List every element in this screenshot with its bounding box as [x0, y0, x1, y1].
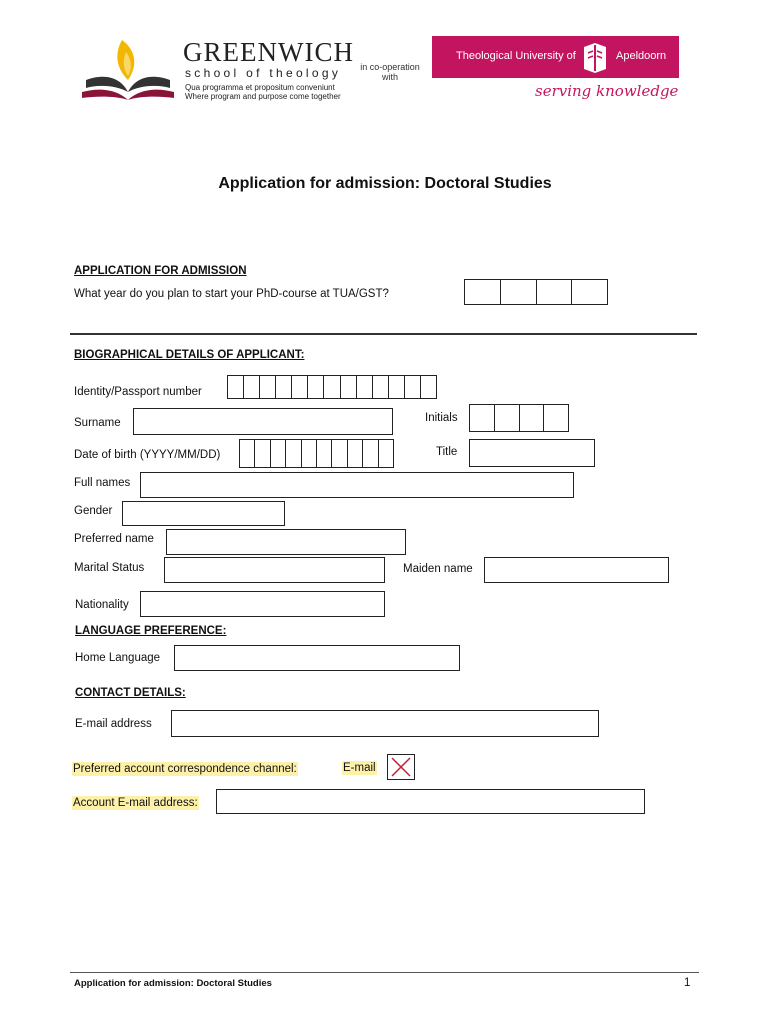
cooperation-text — [355, 62, 425, 82]
email-channel-checkbox[interactable] — [387, 754, 415, 780]
cooperation-line-1: in co-operation — [360, 62, 420, 72]
maiden-name-field[interactable] — [484, 557, 669, 583]
x-mark-icon — [388, 755, 414, 779]
gender-field[interactable] — [122, 501, 285, 526]
contact-heading: CONTACT DETAILS: — [75, 687, 186, 699]
school-subtitle: school of theology — [185, 66, 342, 80]
preferred-name-field[interactable] — [166, 529, 406, 555]
channel-option-label: E-mail — [343, 762, 376, 774]
book-emblem-icon — [580, 41, 610, 73]
greenwich-logo — [78, 36, 354, 106]
identity-label: Identity/Passport number — [74, 386, 202, 398]
gender-label: Gender — [74, 505, 113, 517]
account-email-field[interactable] — [216, 789, 645, 814]
school-name: GREENWICH — [183, 37, 354, 67]
start-year-question: What year do you plan to start your PhD-course at TUA/GST? — [74, 288, 389, 300]
bio-heading: BIOGRAPHICAL DETAILS OF APPLICANT: — [74, 349, 305, 361]
identity-number-field[interactable] — [227, 375, 437, 399]
maiden-name-label: Maiden name — [403, 563, 473, 575]
initials-label: Initials — [425, 412, 458, 424]
partner-name-right: Apeldoorn — [616, 50, 667, 62]
section-divider — [70, 333, 697, 335]
page-title: Application for admission: Doctoral Studies — [218, 175, 552, 192]
motto-latin: Qua programma et propositum conveniunt — [185, 83, 335, 92]
nationality-field[interactable] — [140, 591, 385, 617]
channel-label: Preferred account correspondence channel: — [73, 763, 297, 775]
cooperation-line-2: with — [381, 72, 398, 82]
fullnames-label: Full names — [74, 477, 131, 489]
preferred-name-label: Preferred name — [74, 533, 154, 545]
initials-field[interactable] — [469, 404, 569, 432]
home-language-field[interactable] — [174, 645, 460, 671]
email-label: E-mail address — [75, 718, 152, 730]
footer-rule — [70, 972, 699, 973]
account-email-label: Account E-mail address: — [73, 797, 198, 809]
partner-logo-bar — [432, 36, 679, 78]
partner-tagline: serving knowledge — [535, 82, 679, 100]
flame-book-icon — [78, 36, 178, 102]
page-number: 1 — [684, 977, 691, 989]
dob-field[interactable] — [239, 439, 394, 468]
language-heading: LANGUAGE PREFERENCE: — [75, 625, 227, 637]
footer-text: Application for admission: Doctoral Studies — [74, 978, 272, 989]
marital-status-field[interactable] — [164, 557, 385, 583]
start-year-field[interactable] — [464, 279, 608, 305]
surname-field[interactable] — [133, 408, 393, 435]
nationality-label: Nationality — [75, 599, 129, 611]
motto-english: Where program and purpose come together — [185, 92, 341, 101]
home-language-label: Home Language — [75, 652, 161, 664]
email-field[interactable] — [171, 710, 599, 737]
partner-name-left: Theological University of — [456, 50, 576, 62]
admission-heading: APPLICATION FOR ADMISSION — [74, 265, 247, 277]
marital-status-label: Marital Status — [74, 562, 145, 574]
fullnames-field[interactable] — [140, 472, 574, 498]
title-field[interactable] — [469, 439, 595, 467]
title-label: Title — [436, 446, 458, 458]
dob-label: Date of birth (YYYY/MM/DD) — [74, 449, 221, 461]
surname-label: Surname — [74, 417, 121, 429]
